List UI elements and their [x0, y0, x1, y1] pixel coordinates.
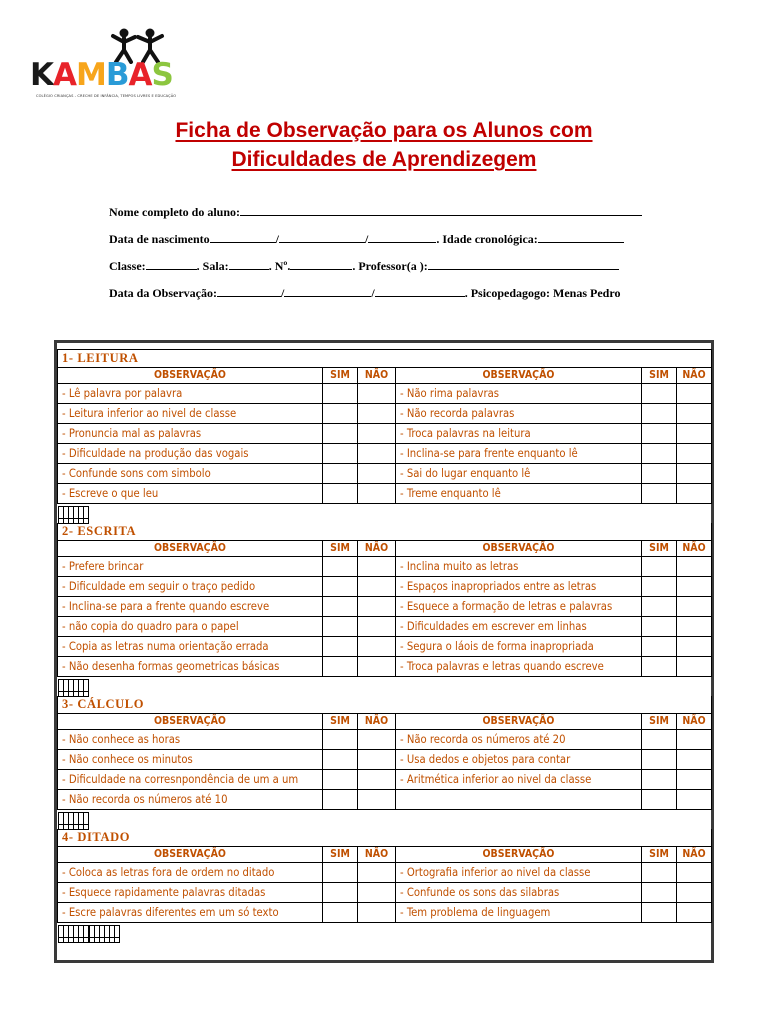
observation-item: - Não desenha formas geometricas básicas	[58, 657, 323, 677]
section-title: 1- LEITURA	[58, 350, 712, 368]
observation-item: - Escreve o que leu	[58, 484, 323, 504]
nao-checkbox-cell[interactable]	[677, 577, 712, 597]
logo-letter: B	[105, 57, 129, 93]
nao-checkbox-cell[interactable]	[358, 384, 396, 404]
table-row	[58, 617, 712, 637]
nao-checkbox-cell[interactable]	[358, 863, 396, 883]
sim-checkbox-cell[interactable]	[323, 464, 358, 484]
blank-cell[interactable]	[114, 926, 119, 943]
column-header-observacao: OBSERVAÇÃO	[396, 847, 642, 863]
nao-checkbox-cell[interactable]	[677, 557, 712, 577]
table-row	[58, 903, 712, 923]
birth-label: Data de nascimento	[109, 232, 210, 246]
teacher-label: . Professor(a ):	[352, 259, 428, 273]
nao-checkbox-cell[interactable]	[358, 464, 396, 484]
table-header-row	[58, 714, 712, 730]
sim-checkbox-cell[interactable]	[323, 384, 358, 404]
nao-checkbox-cell[interactable]	[358, 444, 396, 464]
class-field[interactable]	[146, 257, 197, 270]
nao-checkbox-cell[interactable]	[358, 770, 396, 790]
observation-item: - Não conhece os minutos	[58, 750, 323, 770]
table-header-row	[58, 847, 712, 863]
sim-checkbox-cell[interactable]	[323, 903, 358, 923]
nao-checkbox-cell[interactable]	[677, 484, 712, 504]
sim-checkbox-cell[interactable]	[323, 444, 358, 464]
table-row	[58, 770, 712, 790]
date-separator: /	[275, 232, 280, 246]
observation-item: - Esquece rapidamente palavras ditadas	[58, 883, 323, 903]
observation-item: - Inclina-se para a frente quando escreve	[58, 597, 323, 617]
date-separator: /	[365, 232, 369, 246]
column-header-nao: NÃO	[677, 368, 712, 384]
blank-row	[89, 925, 120, 938]
blank-row	[58, 679, 89, 692]
obs-year-field[interactable]	[375, 284, 465, 297]
column-header-nao: NÃO	[358, 541, 396, 557]
sim-checkbox-cell[interactable]	[642, 883, 677, 903]
column-header-observacao: OBSERVAÇÃO	[58, 714, 323, 730]
sim-checkbox-cell[interactable]	[642, 577, 677, 597]
sim-checkbox-cell[interactable]	[642, 790, 677, 810]
table-row	[58, 597, 712, 617]
sim-checkbox-cell[interactable]	[323, 883, 358, 903]
observation-item: - Não recorda os números até 20	[396, 730, 642, 750]
table-row	[58, 484, 712, 504]
section-title-row	[58, 523, 712, 541]
date-separator: /	[371, 286, 375, 300]
column-header-sim: SIM	[642, 541, 677, 557]
sim-checkbox-cell[interactable]	[642, 597, 677, 617]
sim-checkbox-cell[interactable]	[642, 750, 677, 770]
nao-checkbox-cell[interactable]	[358, 750, 396, 770]
observation-item: - Lê palavra por palavra	[58, 384, 323, 404]
nao-checkbox-cell[interactable]	[677, 770, 712, 790]
observation-date-label: Data da Observação:	[109, 286, 217, 300]
observation-item: - Sai do lugar enquanto lê	[396, 464, 642, 484]
blank-row	[58, 812, 89, 825]
column-header-observacao: OBSERVAÇÃO	[396, 714, 642, 730]
table-row	[58, 557, 712, 577]
observation-item: - Treme enquanto lê	[396, 484, 642, 504]
observation-sheet	[54, 340, 714, 963]
table-row	[58, 577, 712, 597]
nao-checkbox-cell[interactable]	[358, 484, 396, 504]
section-title-row	[58, 696, 712, 714]
observation-item: - Troca palavras na leitura	[396, 424, 642, 444]
birth-month-field[interactable]	[279, 230, 365, 243]
obs-month-field[interactable]	[284, 284, 371, 297]
section-title-row	[58, 350, 712, 368]
name-label: Nome completo do aluno:	[109, 205, 240, 219]
sim-checkbox-cell[interactable]	[323, 657, 358, 677]
observation-item: - Não recorda palavras	[396, 404, 642, 424]
observation-item: - Troca palavras e letras quando escreve	[396, 657, 642, 677]
column-header-sim: SIM	[323, 541, 358, 557]
column-header-sim: SIM	[323, 714, 358, 730]
observation-item: - Dificuldades em escrever em linhas	[396, 617, 642, 637]
sim-checkbox-cell[interactable]	[323, 790, 358, 810]
nao-checkbox-cell[interactable]	[358, 617, 396, 637]
nao-checkbox-cell[interactable]	[358, 577, 396, 597]
table-header-row	[58, 541, 712, 557]
table-row	[58, 404, 712, 424]
nao-checkbox-cell[interactable]	[358, 730, 396, 750]
observation-item: - Coloca as letras fora de ordem no ditado	[58, 863, 323, 883]
column-header-sim: SIM	[323, 368, 358, 384]
sim-checkbox-cell[interactable]	[642, 863, 677, 883]
observation-item: - Inclina muito as letras	[396, 557, 642, 577]
column-header-observacao: OBSERVAÇÃO	[58, 847, 323, 863]
sim-checkbox-cell[interactable]	[642, 657, 677, 677]
sim-checkbox-cell[interactable]	[642, 617, 677, 637]
observation-item: - Espaços inapropriados entre as letras	[396, 577, 642, 597]
sim-checkbox-cell[interactable]	[642, 384, 677, 404]
sim-checkbox-cell[interactable]	[323, 770, 358, 790]
observation-item: - Aritmética inferior ao nivel da classe	[396, 770, 642, 790]
table-row	[58, 657, 712, 677]
observation-item: - Usa dedos e objetos para contar	[396, 750, 642, 770]
room-label: . Sala:	[196, 259, 229, 273]
nao-checkbox-cell[interactable]	[358, 903, 396, 923]
teacher-field[interactable]	[428, 257, 619, 270]
blank-cell[interactable]	[83, 926, 88, 943]
observation-item: - Tem problema de linguagem	[396, 903, 642, 923]
logo-letter: A	[128, 57, 152, 93]
document-title	[0, 116, 768, 174]
column-header-nao: NÃO	[358, 714, 396, 730]
nao-checkbox-cell[interactable]	[358, 883, 396, 903]
column-header-nao: NÃO	[677, 847, 712, 863]
sim-checkbox-cell[interactable]	[642, 770, 677, 790]
nao-checkbox-cell[interactable]	[358, 404, 396, 424]
sim-checkbox-cell[interactable]	[642, 557, 677, 577]
age-label: . Idade cronológica:	[436, 232, 538, 246]
column-header-observacao: OBSERVAÇÃO	[396, 541, 642, 557]
sim-checkbox-cell[interactable]	[323, 730, 358, 750]
observation-item: - Leitura inferior ao nivel de classe	[58, 404, 323, 424]
table-row	[58, 750, 712, 770]
sim-checkbox-cell[interactable]	[642, 424, 677, 444]
nao-checkbox-cell[interactable]	[358, 790, 396, 810]
sim-checkbox-cell[interactable]	[323, 557, 358, 577]
age-field[interactable]	[538, 230, 624, 243]
sim-checkbox-cell[interactable]	[642, 444, 677, 464]
sim-checkbox-cell[interactable]	[323, 484, 358, 504]
section-title: 2- ESCRITA	[58, 523, 712, 541]
sim-checkbox-cell[interactable]	[323, 637, 358, 657]
number-label: . Nº.	[268, 259, 291, 273]
nao-checkbox-cell[interactable]	[677, 657, 712, 677]
column-header-sim: SIM	[642, 714, 677, 730]
birth-day-field[interactable]	[210, 230, 276, 243]
birth-line	[109, 230, 624, 247]
column-header-observacao: OBSERVAÇÃO	[58, 541, 323, 557]
sim-checkbox-cell[interactable]	[642, 484, 677, 504]
nao-checkbox-cell[interactable]	[677, 597, 712, 617]
logo-letter: K	[30, 57, 54, 93]
table-row	[58, 464, 712, 484]
class-label: Classe:	[109, 259, 146, 273]
nao-checkbox-cell[interactable]	[677, 424, 712, 444]
nao-checkbox-cell[interactable]	[677, 883, 712, 903]
section-title: 3- CÁLCULO	[58, 696, 712, 714]
observation-item: - Confunde os sons das silabras	[396, 883, 642, 903]
observation-item: - Confunde sons com simbolo	[58, 464, 323, 484]
name-line	[109, 203, 642, 220]
observation-table	[57, 343, 712, 942]
school-logo	[30, 28, 190, 108]
observation-item: - Prefere brincar	[58, 557, 323, 577]
nao-checkbox-cell[interactable]	[677, 790, 712, 810]
observation-item: - não copia do quadro para o papel	[58, 617, 323, 637]
observation-item: - Inclina-se para frente enquanto lê	[396, 444, 642, 464]
observation-item: - Segura o láois de forma inapropriada	[396, 637, 642, 657]
class-line	[109, 257, 619, 274]
nao-checkbox-cell[interactable]	[677, 903, 712, 923]
sim-checkbox-cell[interactable]	[642, 903, 677, 923]
observation-item: - Não rima palavras	[396, 384, 642, 404]
sim-checkbox-cell[interactable]	[323, 750, 358, 770]
nao-checkbox-cell[interactable]	[677, 404, 712, 424]
nao-checkbox-cell[interactable]	[677, 464, 712, 484]
blank-cell[interactable]	[83, 507, 88, 524]
column-header-observacao: OBSERVAÇÃO	[396, 368, 642, 384]
sim-checkbox-cell[interactable]	[323, 577, 358, 597]
table-header-row	[58, 368, 712, 384]
logo-tagline: COLÉGIO CRIANÇAS - CRECHE DE INFÂNCIA, TEMPOS LIVRES E EDUCAÇÃO	[36, 94, 177, 98]
table-row	[58, 790, 712, 810]
observation-item: - Ortografia inferior ao nivel da classe	[396, 863, 642, 883]
sim-checkbox-cell[interactable]	[323, 424, 358, 444]
section-title: 4- DITADO	[58, 829, 712, 847]
observation-item	[396, 790, 642, 810]
nao-checkbox-cell[interactable]	[677, 863, 712, 883]
logo-wordmark	[30, 58, 173, 92]
observation-date-line	[109, 284, 620, 301]
nao-checkbox-cell[interactable]	[358, 637, 396, 657]
column-header-nao: NÃO	[677, 541, 712, 557]
observation-item: - Não conhece as horas	[58, 730, 323, 750]
table-row	[58, 637, 712, 657]
observation-item: - Dificuldade em seguir o traço pedido	[58, 577, 323, 597]
observation-item: - Não recorda os números até 10	[58, 790, 323, 810]
column-header-sim: SIM	[323, 847, 358, 863]
observation-item: - Esquece a formação de letras e palavras	[396, 597, 642, 617]
nao-checkbox-cell[interactable]	[677, 730, 712, 750]
sim-checkbox-cell[interactable]	[642, 404, 677, 424]
observation-item: - Dificuldade na corresnpondência de um a um	[58, 770, 323, 790]
column-header-sim: SIM	[642, 368, 677, 384]
logo-letter: S	[151, 57, 173, 93]
psychopedagogue-label: . Psicopedagogo: Menas Pedro	[464, 286, 621, 300]
nao-checkbox-cell[interactable]	[358, 597, 396, 617]
sim-checkbox-cell[interactable]	[642, 730, 677, 750]
sim-checkbox-cell[interactable]	[323, 597, 358, 617]
column-header-nao: NÃO	[358, 847, 396, 863]
table-row	[58, 730, 712, 750]
observation-item: - Copia as letras numa orientação errada	[58, 637, 323, 657]
table-row	[58, 863, 712, 883]
table-row	[58, 883, 712, 903]
observation-item: - Escre palavras diferentes em um só texto	[58, 903, 323, 923]
nao-checkbox-cell[interactable]	[677, 444, 712, 464]
table-row	[58, 384, 712, 404]
logo-letter: M	[76, 57, 106, 93]
blank-row	[58, 506, 89, 519]
room-field[interactable]	[229, 257, 269, 270]
nao-checkbox-cell[interactable]	[358, 424, 396, 444]
sim-checkbox-cell[interactable]	[323, 404, 358, 424]
sim-checkbox-cell[interactable]	[642, 637, 677, 657]
birth-year-field[interactable]	[368, 230, 436, 243]
obs-day-field[interactable]	[217, 284, 281, 297]
blank-cell[interactable]	[83, 680, 88, 697]
observation-item: - Dificuldade na produção das vogais	[58, 444, 323, 464]
column-header-nao: NÃO	[677, 714, 712, 730]
blank-cell[interactable]	[83, 813, 88, 830]
nao-checkbox-cell[interactable]	[677, 384, 712, 404]
logo-letter: A	[53, 57, 77, 93]
table-row	[58, 444, 712, 464]
table-row	[58, 424, 712, 444]
title-line-1: Ficha de Observação para os Alunos com	[175, 119, 593, 142]
date-separator: /	[281, 286, 285, 300]
sim-checkbox-cell[interactable]	[323, 617, 358, 637]
column-header-observacao: OBSERVAÇÃO	[58, 368, 323, 384]
title-line-2: Dificuldades de Aprendizegem	[231, 148, 537, 171]
section-title-row	[58, 829, 712, 847]
nao-checkbox-cell[interactable]	[677, 750, 712, 770]
nao-checkbox-cell[interactable]	[677, 617, 712, 637]
number-field[interactable]	[290, 257, 352, 270]
observation-item: - Pronuncia mal as palavras	[58, 424, 323, 444]
column-header-sim: SIM	[642, 847, 677, 863]
name-field[interactable]	[240, 203, 642, 216]
nao-checkbox-cell[interactable]	[358, 557, 396, 577]
nao-checkbox-cell[interactable]	[677, 637, 712, 657]
column-header-nao: NÃO	[358, 368, 396, 384]
sim-checkbox-cell[interactable]	[323, 863, 358, 883]
nao-checkbox-cell[interactable]	[358, 657, 396, 677]
blank-row	[58, 925, 89, 938]
sim-checkbox-cell[interactable]	[642, 464, 677, 484]
